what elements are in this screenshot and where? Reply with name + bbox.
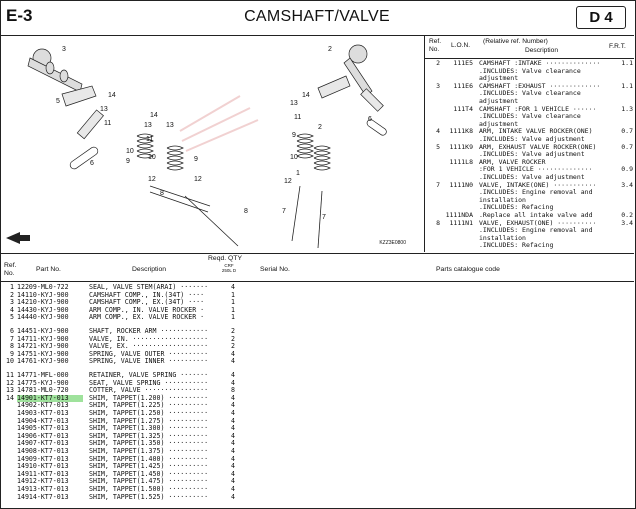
row-description: SHIM, TAPPET(1.400) ·········· [89, 454, 209, 463]
row-description: CAMSHAFT COMP., EX.(34T) ···· [89, 298, 205, 307]
rocker-arm-left [62, 86, 103, 139]
col-catalogue: Parts catalogue code [436, 266, 500, 273]
row-qty: 1 [231, 290, 235, 299]
row-qty: 2 [231, 334, 235, 343]
callout-12b: 12 [284, 178, 292, 185]
row-description: SHIM, TAPPET(1.375) ·········· [89, 447, 209, 455]
callout-9b: 9 [292, 132, 296, 139]
row-qty: 4 [231, 424, 235, 433]
labor-frt: 0.2 [621, 211, 633, 219]
labor-desc: .INCLUDES: Valve adjustment [479, 150, 585, 159]
row-qty: 4 [231, 371, 235, 379]
row-part-no[interactable]: 14901-KT7-013 [17, 395, 83, 403]
labor-lon: 1111K9 [449, 142, 473, 151]
callout-11c: 11 [146, 136, 154, 143]
row-part-no[interactable]: 14430-KYJ-900 [17, 305, 69, 314]
row-ref-no: 5 [10, 313, 14, 322]
diagram-art [0, 36, 424, 252]
row-description: SPRING, VALVE OUTER ·········· [89, 349, 209, 358]
labor-desc: .Replace all intake valve add [479, 211, 593, 219]
labor-lon: 1111K8 [449, 127, 473, 136]
col-desc: Description [525, 47, 558, 54]
labor-frt: 0.7 [621, 142, 633, 151]
row-ref-no: 9 [10, 349, 14, 358]
row-description: VALVE, EX. ··················· [89, 342, 209, 351]
row-part-no[interactable]: 14908-KT7-013 [17, 447, 69, 455]
col-rel: (Relative ref. Number) [483, 38, 548, 45]
labor-desc: VALVE, INTAKE(ONE) ··········· [479, 180, 597, 189]
labor-frt: 1.1 [621, 59, 633, 67]
callout-10: 10 [126, 148, 134, 155]
labor-frt: 1.3 [621, 104, 633, 113]
row-qty: 4 [231, 401, 235, 410]
row-part-no[interactable]: 14711-KYJ-900 [17, 334, 69, 343]
labor-desc: :FOR 1 VEHICLE ·············· [479, 165, 593, 174]
row-description: RETAINER, VALVE SPRING ······· [89, 371, 209, 379]
row-part-no[interactable]: 14751-KYJ-900 [17, 349, 69, 358]
callout-13b: 13 [290, 100, 298, 107]
col-description: Description [132, 266, 166, 273]
row-description: SHIM, TAPPET(1.450) ·········· [89, 469, 209, 478]
row-ref-no: 7 [10, 334, 14, 343]
labor-desc: .INCLUDES: Valve clearance [479, 112, 581, 121]
labor-desc: CAMSHAFT :FOR 1 VEHICLE ······ [479, 104, 597, 113]
callout-9c: 9 [194, 156, 198, 163]
row-description: SHIM, TAPPET(1.500) ·········· [89, 485, 209, 493]
row-qty: 2 [231, 327, 235, 335]
row-qty: 1 [231, 313, 235, 322]
labor-lon: 1111L8 [449, 157, 473, 166]
valve-springs-right [292, 134, 330, 248]
row-part-no[interactable]: 14721-KYJ-900 [17, 342, 69, 351]
labor-lon: 111E5 [453, 59, 473, 67]
row-ref-no: 12 [6, 378, 14, 387]
callout-11b: 11 [294, 114, 302, 121]
row-ref-no: 8 [10, 342, 14, 351]
row-ref-no: 6 [10, 327, 14, 335]
callout-6: 6 [90, 160, 94, 167]
row-qty: 4 [231, 485, 235, 493]
row-qty: 4 [231, 357, 235, 366]
row-qty: 1 [231, 305, 235, 314]
labor-desc: adjustment [479, 74, 519, 83]
rocker-arm-right [318, 76, 383, 111]
page-title: CAMSHAFT/VALVE [244, 8, 390, 25]
row-description: SHIM, TAPPET(1.250) ·········· [89, 409, 209, 417]
row-qty: 1 [231, 298, 235, 307]
diagram-ref-code: KZZ3E0800 [379, 240, 406, 246]
row-description: SPRING, VALVE INNER ·········· [89, 357, 209, 366]
row-qty: 8 [231, 386, 235, 395]
row-ref-no: 14 [6, 393, 14, 402]
row-description: SHIM, TAPPET(1.525) ·········· [89, 492, 209, 501]
col-qty-model: CRF 250L D [221, 263, 237, 273]
row-qty: 4 [231, 431, 235, 440]
row-part-no[interactable]: 14910-KT7-013 [17, 462, 69, 471]
callout-13c: 13 [144, 122, 152, 129]
row-description: SHIM, TAPPET(1.425) ·········· [89, 462, 209, 471]
row-part-no[interactable]: 14210-KYJ-900 [17, 298, 69, 307]
row-description: ARM COMP., EX. VALVE ROCKER · [89, 313, 205, 322]
col-lon: L.O.N. [451, 42, 471, 49]
section-code: E-3 [6, 6, 33, 25]
row-part-no[interactable]: 12209-ML0-722 [17, 283, 69, 291]
row-qty: 4 [231, 477, 235, 486]
row-description: SHIM, TAPPET(1.225) ·········· [89, 401, 209, 410]
callout-14: 14 [108, 92, 116, 99]
labor-desc: CAMSHAFT :INTAKE ·············· [479, 59, 601, 67]
row-part-no[interactable]: 14440-KYJ-900 [17, 313, 69, 322]
row-description: SHIM, TAPPET(1.300) ·········· [89, 424, 209, 433]
row-part-no[interactable]: 14775-KYJ-900 [17, 378, 69, 387]
labor-frt: 1.1 [621, 81, 633, 90]
row-description: ARM COMP., IN. VALVE ROCKER · [89, 305, 205, 314]
labor-desc: installation [479, 233, 526, 242]
labor-lon: 111T4 [453, 104, 473, 113]
labor-desc: CAMSHAFT :EXHAUST ············· [479, 81, 601, 90]
row-qty: 4 [231, 416, 235, 425]
callout-14b: 14 [302, 92, 310, 99]
labor-desc: adjustment [479, 97, 519, 105]
row-part-no[interactable]: 14914-KT7-013 [17, 492, 69, 501]
row-part-no[interactable]: 14911-KT7-013 [17, 469, 69, 478]
labor-desc: ARM, EXHAUST VALVE ROCKER(ONE) [479, 142, 597, 151]
row-qty: 4 [231, 283, 235, 291]
row-description: CAMSHAFT COMP., IN.(34T) ···· [89, 290, 205, 299]
labor-ref: 3 [436, 81, 440, 90]
row-ref-no: 4 [10, 305, 14, 314]
row-part-no[interactable]: 14903-KT7-013 [17, 409, 69, 417]
callout-1: 1 [296, 170, 300, 177]
labor-ref: 7 [436, 180, 440, 189]
labor-desc: installation [479, 195, 526, 204]
camshaft-exhaust [28, 49, 82, 92]
labor-desc: .INCLUDES: Engine removal and [479, 226, 593, 235]
callout-7b: 7 [322, 214, 326, 221]
labor-table-header [425, 36, 634, 59]
callout-13: 13 [100, 106, 108, 113]
row-part-no[interactable]: 14904-KT7-013 [17, 416, 69, 425]
row-description: SHIM, TAPPET(1.325) ·········· [89, 431, 209, 440]
labor-frt: 0.9 [621, 165, 633, 174]
row-description: SHIM, TAPPET(1.275) ·········· [89, 416, 209, 425]
labor-time-table [425, 36, 634, 252]
col-serial: Serial No. [260, 266, 290, 273]
row-part-no[interactable]: 14909-KT7-013 [17, 454, 69, 463]
row-ref-no: 3 [10, 298, 14, 307]
exploded-diagram [0, 36, 425, 252]
labor-ref: 8 [436, 218, 440, 227]
labor-desc: .INCLUDES: Refacing [479, 241, 554, 250]
row-qty: 4 [231, 454, 235, 463]
callout-12c: 12 [194, 176, 202, 183]
row-description: SEAL, VALVE STEM(ARAI) ······· [89, 283, 209, 291]
row-description: SHIM, TAPPET(1.200) ·········· [89, 393, 209, 402]
callout-6b: 6 [368, 116, 372, 123]
callout-8: 8 [244, 208, 248, 215]
labor-lon: 1111N0 [449, 180, 473, 189]
col-ref-no: Ref. No. [4, 262, 17, 277]
parts-table [0, 253, 634, 509]
callout-14c: 14 [150, 112, 158, 119]
callout-3: 3 [62, 46, 66, 53]
row-qty: 4 [231, 447, 235, 455]
row-description: SHIM, TAPPET(1.350) ·········· [89, 439, 209, 448]
row-description: SHIM, TAPPET(1.475) ·········· [89, 477, 209, 486]
callout-9: 9 [126, 158, 130, 165]
labor-desc: VALVE, EXHAUST(ONE) ·········· [479, 218, 597, 227]
labor-desc: .INCLUDES: Valve adjustment [479, 135, 585, 143]
camshaft-intake [344, 45, 372, 96]
row-ref-no: 1 [10, 283, 14, 291]
callout-11: 11 [104, 120, 112, 127]
labor-desc: .INCLUDES: Valve clearance [479, 89, 581, 98]
row-qty: 4 [231, 469, 235, 478]
col-frt: F.R.T. [609, 43, 626, 50]
labor-frt: 3.4 [621, 180, 633, 189]
row-ref-no: 13 [6, 386, 14, 395]
row-part-no[interactable]: 14913-KT7-013 [17, 485, 69, 493]
callout-5: 5 [56, 98, 60, 105]
labor-desc: ARM, INTAKE VALVE ROCKER(ONE) [479, 127, 593, 136]
labor-desc: adjustment [479, 119, 519, 128]
col-part-no: Part No. [36, 266, 61, 273]
callout-8b: 8 [160, 190, 164, 197]
row-qty: 4 [231, 462, 235, 471]
labor-ref: 5 [436, 142, 440, 151]
row-qty: 2 [231, 342, 235, 351]
labor-frt: 3.4 [621, 218, 633, 227]
row-part-no[interactable]: 14771-MFL-000 [17, 371, 69, 379]
callout-2: 2 [328, 46, 332, 53]
labor-desc: .INCLUDES: Valve clearance [479, 66, 581, 75]
parts-table-header [0, 254, 634, 282]
labor-desc: .INCLUDES: Engine removal and [479, 188, 593, 197]
row-qty: 4 [231, 409, 235, 417]
col-qty: Reqd. QTY [208, 255, 242, 262]
row-qty: 4 [231, 349, 235, 358]
row-qty: 4 [231, 492, 235, 501]
row-qty: 4 [231, 378, 235, 387]
labor-ref: 2 [436, 59, 440, 67]
row-part-no[interactable]: 14451-KYJ-900 [17, 327, 69, 335]
labor-desc: .INCLUDES: Refacing [479, 203, 554, 212]
row-part-no[interactable]: 14781-ML0-720 [17, 386, 69, 395]
callout-2b: 2 [318, 124, 322, 131]
callout-10b: 10 [290, 154, 298, 161]
page-code-badge: D 4 [576, 6, 626, 29]
row-ref-no: 2 [10, 290, 14, 299]
labor-desc: ARM, VALVE ROCKER [479, 157, 546, 166]
row-description: COTTER, VALVE ················ [89, 386, 209, 395]
page-header [0, 0, 634, 36]
labor-frt: 0.7 [621, 127, 633, 136]
row-part-no[interactable]: 14905-KT7-013 [17, 424, 69, 433]
row-part-no[interactable]: 14110-KYJ-900 [17, 290, 69, 299]
row-qty: 4 [231, 439, 235, 448]
row-qty: 4 [231, 393, 235, 402]
labor-desc: .INCLUDES: Valve adjustment [479, 173, 585, 181]
row-description: SHAFT, ROCKER ARM ············ [89, 327, 209, 335]
col-ref: Ref. No. [429, 38, 442, 53]
callout-13d: 13 [166, 122, 174, 129]
row-part-no[interactable]: 14907-KT7-013 [17, 439, 69, 448]
row-part-no[interactable]: 14912-KT7-013 [17, 477, 69, 486]
labor-ref: 4 [436, 127, 440, 136]
row-description: VALVE, IN. ··················· [89, 334, 209, 343]
row-part-no[interactable]: 14902-KT7-013 [17, 401, 69, 410]
row-part-no[interactable]: 14906-KT7-013 [17, 431, 69, 440]
row-description: SEAT, VALVE SPRING ··········· [89, 378, 209, 387]
row-ref-no: 10 [6, 357, 14, 366]
labor-lon: 1111NDA [445, 211, 473, 219]
callout-10c: 10 [148, 154, 156, 161]
labor-lon: 111E6 [453, 81, 473, 90]
row-part-no[interactable]: 14761-KYJ-900 [17, 357, 69, 366]
callout-12: 12 [148, 176, 156, 183]
callout-7: 7 [282, 208, 286, 215]
labor-lon: 1111N1 [449, 218, 473, 227]
row-ref-no: 11 [6, 371, 14, 379]
